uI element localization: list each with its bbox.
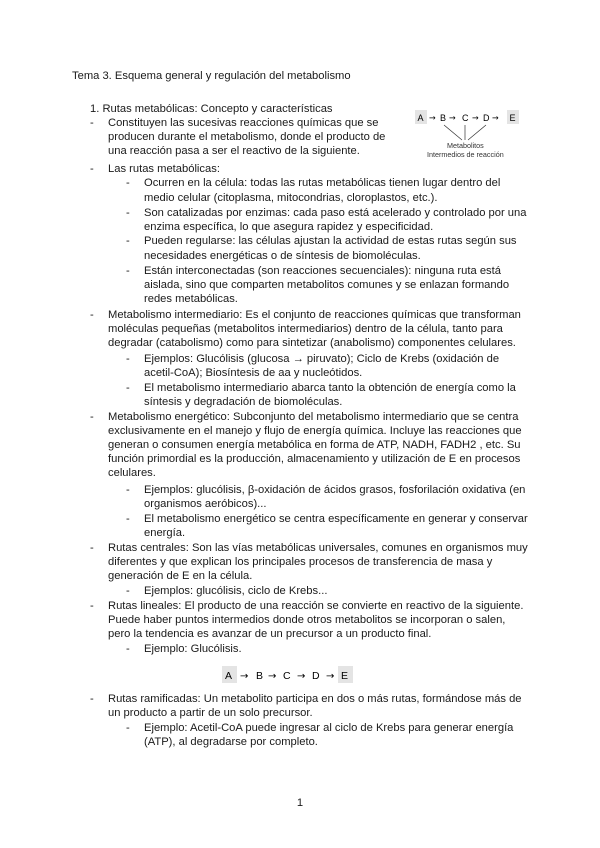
text-line: Ejemplos: glucólisis, ciclo de Krebs... xyxy=(144,585,328,597)
text-line: necesidades energéticas o de síntesis de biomoléculas. xyxy=(144,250,421,262)
arrow-icon: → xyxy=(449,113,456,123)
arrow-icon: → xyxy=(240,671,249,682)
bullet-dash: - xyxy=(90,117,94,129)
text-line: celulares. xyxy=(108,467,156,479)
text-line: Metabolismo energético: Subconjunto del metabolismo intermediario que se centra xyxy=(108,411,519,423)
text-line: aislada, sino que comparten metabolitos comunes y se enlazan formando xyxy=(144,279,510,291)
bullet-dash: - xyxy=(126,643,130,655)
arrow-icon: → xyxy=(268,671,277,682)
figure-caption-2: Intermedios de reacción xyxy=(427,150,504,159)
page-title: Tema 3. Esquema general y regulación del metabolismo xyxy=(72,70,351,82)
text-line: enzima específica, lo que asegura rapidez y especificidad. xyxy=(144,221,434,233)
text-line: diferentes y que explican los principales procesos de transferencia de masa y xyxy=(108,556,493,568)
bullet-dash: - xyxy=(126,585,130,597)
text-line: Están interconectadas (son reacciones secuenciales): ninguna ruta está xyxy=(144,265,501,277)
bullet-dash: - xyxy=(90,542,94,554)
arrow-icon: → xyxy=(429,113,436,123)
text-line: (ATP), al degradarse por completo. xyxy=(144,736,318,748)
text-line: síntesis y degradación de biomoléculas. xyxy=(144,396,343,408)
text-line: energía. xyxy=(144,527,186,539)
arrow-icon: → xyxy=(472,113,479,123)
text-line: Las rutas metabólicas: xyxy=(108,163,220,175)
text-line: generación de E en la célula. xyxy=(108,570,253,582)
text-line: Rutas centrales: Son las vías metabólicas universales, comunes en organismos muy xyxy=(108,542,528,554)
text-line: Puede haber puntos intermedios donde otros metabolitos se incorporan o salen, xyxy=(108,614,506,626)
node-d: D xyxy=(312,670,320,682)
node-c: C xyxy=(283,670,291,682)
text-line: exclusivamente en el manejo y flujo de energía química. Incluye las reacciones que xyxy=(108,425,522,437)
node-c: C xyxy=(462,113,469,123)
bullet-dash: - xyxy=(126,513,130,525)
bullet-dash: - xyxy=(126,265,130,277)
bullet-dash: - xyxy=(126,177,130,189)
text-line: Ejemplos: glucólisis, β-oxidación de ácidos grasos, fosforilación oxidativa (en xyxy=(144,484,526,496)
text-line: Ocurren en la célula: todas las rutas metabólicas tienen lugar dentro del xyxy=(144,177,501,189)
text-line: El metabolismo intermediario abarca tanto la obtención de energía como la xyxy=(144,382,516,394)
text-line: organismos aeróbicos)... xyxy=(144,498,267,510)
text-line: El metabolismo energético se centra específicamente en generar y conservar xyxy=(144,513,528,525)
bullet-dash: - xyxy=(90,693,94,705)
bullet-dash: - xyxy=(90,163,94,175)
text-line: función primordial es la producción, almacenamiento y utilización de E en procesos xyxy=(108,453,521,465)
text-line: generan o consumen energía metabólica en forma de ATP, NADH, FADH2 , etc. Su xyxy=(108,439,521,451)
text-line: Rutas lineales: El producto de una reacción se convierte en reactivo de la siguiente. xyxy=(108,600,524,612)
bullet-dash: - xyxy=(90,411,94,423)
bullet-dash: - xyxy=(90,600,94,612)
node-e: E xyxy=(341,670,349,682)
node-b: B xyxy=(440,113,447,123)
text-line: Son catalizadas por enzimas: cada paso está acelerado y controlado por una xyxy=(144,207,527,219)
node-e: E xyxy=(509,113,516,123)
text-line: producen durante el metabolismo, donde el producto de xyxy=(108,131,386,143)
arrow-icon: → xyxy=(297,671,306,682)
text-line: una reacción pasa a ser el reactivo de la siguiente. xyxy=(108,145,360,157)
bullet-dash: - xyxy=(126,207,130,219)
bullet-dash: - xyxy=(90,309,94,321)
text-line: un producto a partir de un solo precursor. xyxy=(108,707,313,719)
text-line: degradar (catabolismo) como para sintetizar (anabolismo) componentes celulares. xyxy=(108,337,516,349)
node-b: B xyxy=(256,670,264,682)
section-heading: 1. Rutas metabólicas: Concepto y características xyxy=(90,103,333,115)
text-line: pero la tendencia es avanzar de un precursor a un producto final. xyxy=(108,628,432,640)
text-line: Ejemplos: Glucólisis (glucosa → piruvato); Ciclo de Krebs (oxidación de xyxy=(144,353,500,365)
arrow-icon: → xyxy=(492,113,499,123)
text-line: redes metabólicas. xyxy=(144,293,238,305)
bullet-dash: - xyxy=(126,484,130,496)
bullet-dash: - xyxy=(126,235,130,247)
pointer-line xyxy=(444,125,462,140)
text-line: Ejemplo: Glucólisis. xyxy=(144,643,242,655)
arrow-icon: → xyxy=(326,671,335,682)
text-line: Metabolismo intermediario: Es el conjunto de reacciones químicas que transforman xyxy=(108,309,521,321)
text-line: medio celular (citoplasma, mitocondrias, cloroplastos, etc.). xyxy=(144,192,438,204)
pointer-line xyxy=(468,125,486,140)
node-a: A xyxy=(225,670,233,682)
bullet-dash: - xyxy=(126,722,130,734)
page-number: 1 xyxy=(296,797,304,809)
linear-pathway-diagram xyxy=(220,663,360,687)
bullet-dash: - xyxy=(126,353,130,365)
text-line: Constituyen las sucesivas reacciones químicas que se xyxy=(108,117,379,129)
text-line: moléculas pequeñas (metabolitos intermediarios) dentro de la célula, tanto para xyxy=(108,323,503,335)
text-line: Pueden regularse: las células ajustan la actividad de estas rutas según sus xyxy=(144,235,517,247)
node-a: A xyxy=(417,113,424,123)
text-line: Ejemplo: Acetil-CoA puede ingresar al ciclo de Krebs para generar energía xyxy=(144,722,514,734)
pathway-diagram-intermediates xyxy=(412,106,532,162)
figure-caption-1: Metabolitos xyxy=(447,141,484,150)
text-line: acetil-CoA); Biosíntesis de aa y nucleótidos. xyxy=(144,367,363,379)
text-line: Rutas ramificadas: Un metabolito participa en dos o más rutas, formándose más de xyxy=(108,693,522,705)
node-d: D xyxy=(483,113,490,123)
bullet-dash: - xyxy=(126,382,130,394)
